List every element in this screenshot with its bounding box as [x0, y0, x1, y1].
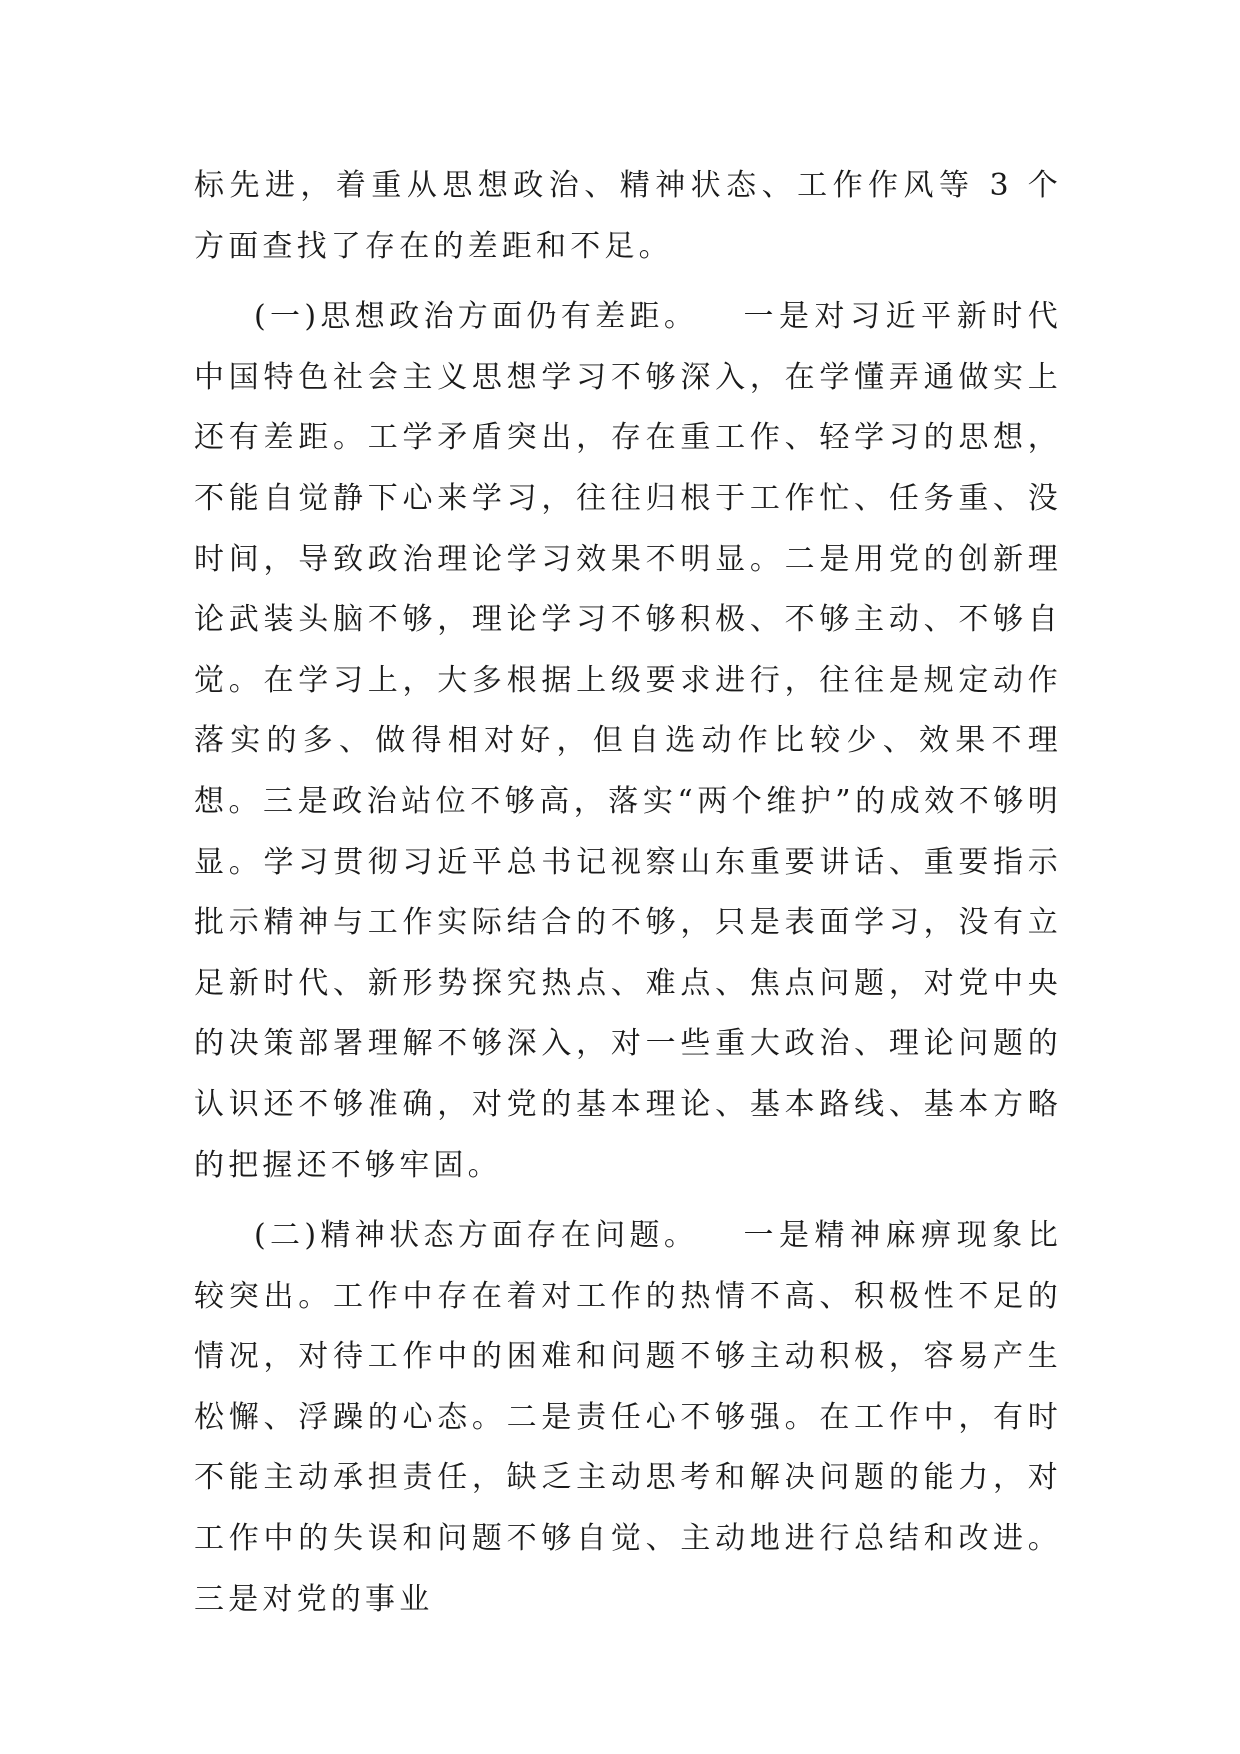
paragraph-text: 一是精神麻痹现象比较突出。工作中存在着对工作的热情不高、积极性不足的情况，对待工作中的困难和问题不够主动积极，容易产生松懈、浮躁的心态。二是责任心不够强。在工作中，有时不能主动承担责任，缺乏主动思考和解决问题的能力，对工作中的失误和问题不够自觉、主动地进行总结和改进。三是对党的事业 [194, 1218, 1062, 1617]
paragraph-spacer [698, 299, 743, 334]
paragraph-ideological-politics [194, 287, 1062, 1196]
document-body [194, 156, 1062, 1630]
paragraph-text: 标先进，着重从思想政治、精神状态、工作作风等 3 个方面查找了存在的差距和不足。 [194, 168, 1062, 264]
paragraph-gap [194, 1196, 1062, 1206]
paragraph-text: 一是对习近平新时代中国特色社会主义思想学习不够深入，在学懂弄通做实上还有差距。工学矛盾突出，存在重工作、轻学习的思想，不能自觉静下心来学习，往往归根于工作忙、任务重、没时间，导致政治理论学习效果不明显。二是用党的创新理论武装头脑不够，理论学习不够积极、不够主动、不够自觉。在学习上，大多根据上级要求进行，往往是规定动作落实的多、做得相对好，但自选动作比较少、效果不理想。三是政治站位不够高，落实“两个维护”的成效不够明显。学习贯彻习近平总书记视察山东重要讲话、重要指示批示精神与工作实际结合的不够，只是表面学习，没有立足新时代、新形势探究热点、难点、焦点问题，对党中央的决策部署理解不够深入，对一些重大政治、理论问题的认识还不够准确，对党的基本理论、基本路线、基本方略的把握还不够牢固。 [194, 299, 1062, 1183]
paragraph-mental-state [194, 1206, 1062, 1630]
section-heading-mental-state: (二)精神状态方面存在问题。 [254, 1218, 699, 1254]
paragraph-spacer [698, 1218, 743, 1253]
paragraph-gap [194, 277, 1062, 287]
section-heading-ideological-politics: (一)思想政治方面仍有差距。 [254, 299, 699, 335]
paragraph-intro-continued [194, 156, 1062, 277]
